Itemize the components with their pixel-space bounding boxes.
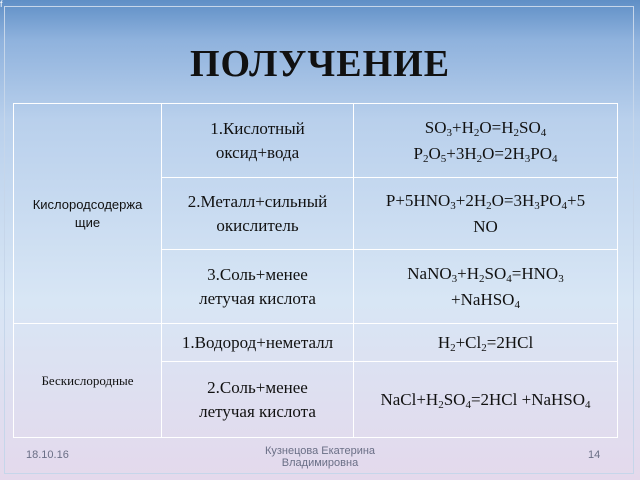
equation-subscript: 2 [476, 152, 483, 165]
equation-subscript: 3 [446, 126, 452, 139]
category-oxygen-line2: щие [74, 214, 101, 230]
equation-text: P+5HNO [385, 190, 451, 210]
equation-subscript: 3 [524, 152, 531, 165]
equation-subscript: 3 [451, 272, 458, 285]
equation-text: SO [519, 117, 541, 137]
table-row [14, 104, 618, 178]
equation-text: H [437, 332, 451, 352]
equation-subscript: 4 [514, 298, 520, 311]
equation-text: +3H [446, 143, 477, 163]
equation-line [356, 115, 615, 141]
equation-subscript: 2 [481, 341, 487, 354]
equation-line [356, 330, 615, 356]
author-line: Кузнецова Екатерина [264, 445, 376, 457]
equation-subscript: 3 [534, 199, 540, 212]
equation-text: +NaHSO [451, 289, 515, 309]
equation-subscript: 4 [506, 272, 512, 285]
equation-subscript: 4 [561, 199, 568, 212]
method-salt-acid [162, 250, 354, 324]
method-salt-acid-2 [162, 362, 354, 438]
equation-text: SO [484, 263, 507, 283]
equation-text: PO [539, 190, 562, 210]
category-oxygen-line1: Кислородсодержа [32, 196, 143, 212]
equation-subscript: 2 [438, 398, 444, 411]
equation-cell [354, 178, 618, 250]
equation-text: =2HCl [486, 332, 534, 352]
equation-text: +H [451, 117, 474, 137]
equation-line [356, 214, 615, 240]
equation-subscript: 2 [473, 126, 480, 139]
method-metal-oxidizer [162, 178, 354, 250]
method-line: оксид+вода [215, 142, 300, 162]
table-row [14, 324, 618, 362]
footer-author [230, 445, 410, 469]
equation-text: +5 [567, 190, 586, 210]
equation-text: O [428, 143, 441, 163]
category-oxygenless: Бескислородные [14, 324, 162, 438]
footer-date: 18.10.16 [26, 449, 69, 461]
equation-text: SO [424, 117, 447, 137]
equation-subscript: 2 [450, 341, 456, 354]
equation-line [356, 261, 615, 287]
equation-line [356, 141, 615, 167]
page-number: 14 [588, 449, 601, 461]
equation-subscript: 5 [440, 152, 447, 165]
equation-line [356, 188, 615, 214]
equation-cell [354, 250, 618, 324]
method-line: окислитель [216, 215, 299, 235]
method-line: 3.Соль+менее [207, 264, 308, 284]
equation-subscript: 2 [486, 199, 492, 212]
method-line: летучая кислота [199, 401, 316, 421]
equation-subscript: 3 [558, 272, 564, 285]
slide-title: ПОЛУЧЕНИЕ [189, 43, 451, 85]
method-line: 1.Кислотный [210, 118, 305, 138]
method-line: летучая кислота [199, 288, 316, 308]
reactions-table [13, 103, 618, 438]
equation-subscript: 4 [585, 398, 591, 411]
equation-subscript: 2 [513, 126, 520, 139]
equation-text: NO [473, 216, 498, 236]
corner-mark: f [0, 0, 3, 9]
method-line: 2.Соль+менее [207, 377, 308, 397]
equation-subscript: 2 [422, 152, 429, 165]
equation-text: +H [457, 263, 480, 283]
equation-line [356, 287, 615, 313]
equation-text: +Cl [455, 332, 482, 352]
equation-text: O=3H [491, 190, 535, 210]
equation-text: P [413, 143, 423, 163]
equation-text: =HNO [511, 263, 559, 283]
equation-text: =2HCl +NaHSO [470, 389, 586, 409]
equation-subscript: 3 [450, 199, 456, 212]
equation-text: O=H [479, 117, 514, 137]
equation-text: SO [443, 389, 466, 409]
category-oxygen-containing [14, 104, 162, 324]
equation-subscript: 4 [540, 126, 547, 139]
equation-subscript: 4 [552, 152, 558, 165]
equation-line [356, 387, 615, 413]
equation-subscript: 4 [465, 398, 471, 411]
equation-cell [354, 362, 618, 438]
equation-text: NaNO [407, 263, 452, 283]
equation-text: O=2H [482, 143, 525, 163]
equation-text: PO [530, 143, 552, 163]
equation-text: +2H [455, 190, 487, 210]
author-line: Владимировна [281, 457, 359, 469]
equation-text: NaCl+H [380, 389, 439, 409]
equation-subscript: 2 [479, 272, 485, 285]
equation-cell [354, 104, 618, 178]
method-acid-oxide-water [162, 104, 354, 178]
method-line: 2.Металл+сильный [187, 191, 328, 211]
equation-cell [354, 324, 618, 362]
method-hydrogen-nonmetal: 1.Водород+неметалл [162, 324, 354, 362]
